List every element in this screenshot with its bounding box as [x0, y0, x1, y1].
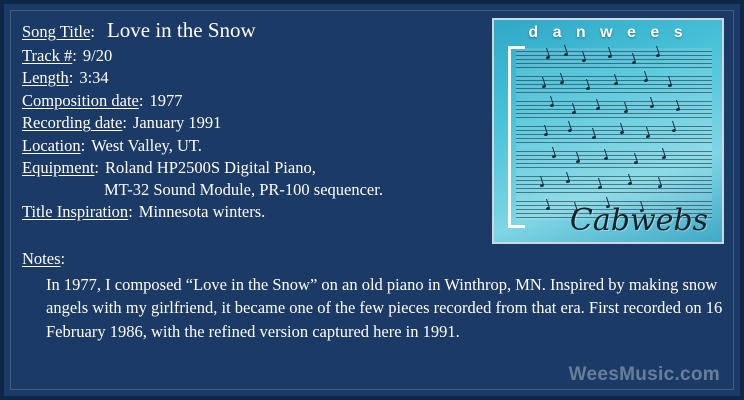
notes-label: Notes	[22, 249, 61, 268]
field-label: Equipment	[22, 158, 95, 178]
field-value: West Valley, UT.	[91, 135, 202, 155]
album-art	[492, 18, 724, 244]
field-value: Minnesota winters.	[138, 202, 266, 222]
field-colon: :	[68, 68, 74, 88]
field-colon: :	[128, 202, 133, 222]
field-label: Title Inspiration	[22, 202, 129, 222]
album-art-artist-script: Cabwebs	[569, 203, 708, 238]
field-value: Love in the Snow	[106, 18, 256, 42]
field-value: 3:34	[79, 68, 109, 88]
field-colon: :	[94, 158, 99, 178]
field-label: Song Title	[22, 22, 91, 41]
field-label: Location	[22, 135, 81, 155]
field-label: Track #	[22, 45, 73, 65]
field-label: Length	[22, 68, 69, 88]
album-art-title: d a n w e e s	[528, 24, 688, 41]
staff-line	[516, 48, 712, 70]
field-equipment-continued: MT-32 Sound Module, PR-100 sequencer.	[104, 179, 383, 199]
field-composition-date	[22, 91, 492, 110]
staff-line	[516, 98, 712, 120]
field-label: Composition date	[22, 90, 139, 110]
field-colon: :	[72, 45, 77, 65]
sheet-music-graphic	[516, 48, 712, 220]
field-label: Recording date	[22, 113, 123, 133]
field-length	[22, 68, 492, 87]
field-equipment	[22, 158, 492, 177]
field-title-inspiration	[22, 202, 492, 221]
field-colon: :	[122, 113, 127, 133]
metadata-fields	[22, 18, 492, 225]
field-location	[22, 136, 492, 155]
site-watermark: WeesMusic.com	[568, 364, 720, 385]
staff-line	[516, 73, 712, 95]
staff-line	[516, 173, 712, 195]
field-colon: :	[138, 90, 144, 110]
staff-line	[516, 123, 712, 145]
field-value: 1977	[149, 90, 183, 110]
field-colon: :	[90, 22, 95, 41]
field-value: 9/20	[82, 45, 113, 65]
field-colon: :	[80, 135, 86, 155]
notes-colon: :	[60, 249, 66, 268]
staff-line	[516, 148, 712, 170]
notes-section	[22, 249, 728, 343]
field-track-number	[22, 46, 492, 65]
field-song-title	[22, 18, 492, 43]
field-value: Roland HP2500S Digital Piano,	[105, 158, 316, 178]
field-recording-date	[22, 113, 492, 132]
notes-text: In 1977, I composed “Love in the Snow” on an old piano in Winthrop, MN. Inspired by making snow angels with my girlfriend, it became one of the few pieces recorded from that era. First recorded on 16 February 1986, with the refined version captured here in 1991.	[46, 275, 723, 341]
field-value: January 1991	[132, 113, 222, 133]
